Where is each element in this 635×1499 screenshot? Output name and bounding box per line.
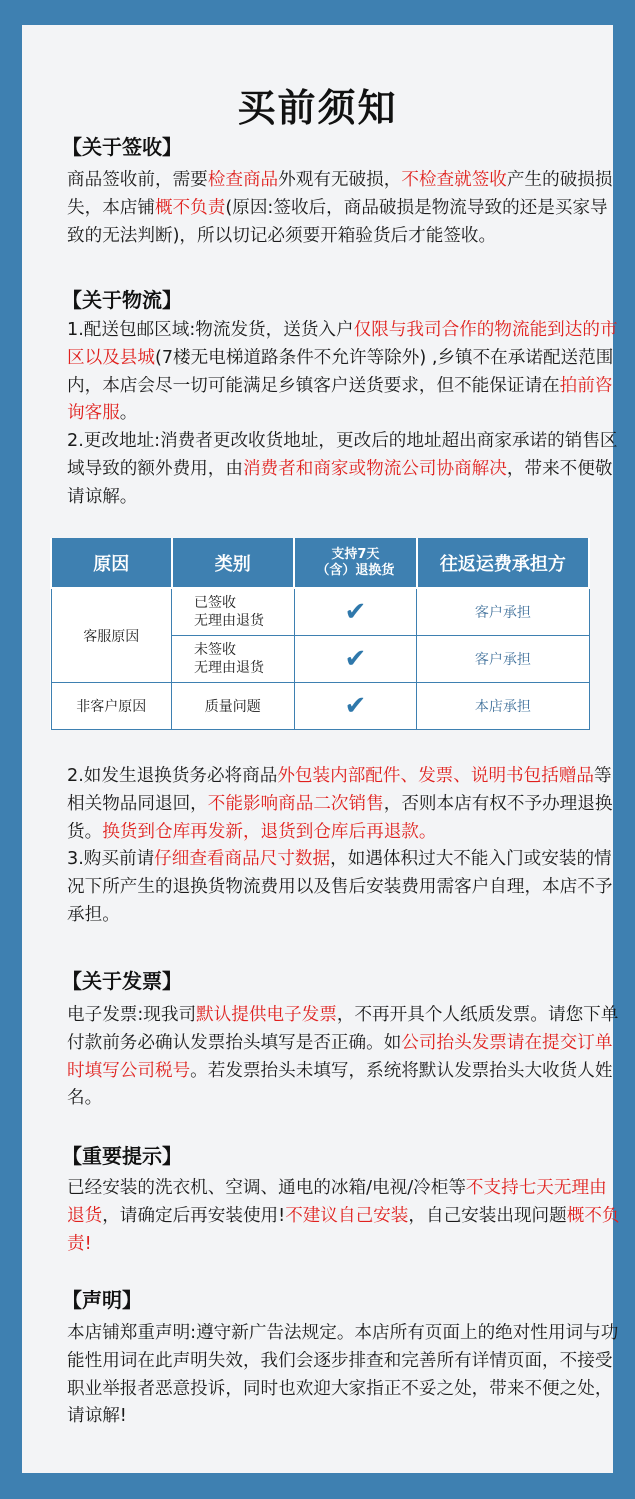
- reason-cell: 非客户原因: [51, 683, 172, 730]
- text-segment: 1.配送包邮区域:物流发货，送货入户: [67, 320, 354, 340]
- header-return-support-line2: （含）退换货: [316, 563, 395, 578]
- payer-cell: 本店承担: [417, 683, 589, 730]
- reason-cell: 客服原因: [51, 588, 172, 683]
- header-reason: 原因: [51, 539, 172, 589]
- check-icon: ✔: [294, 683, 417, 730]
- highlighted-text: 仔细查看商品尺寸数据: [154, 849, 331, 870]
- highlighted-text: 不支持七天无理由退货: [67, 1178, 607, 1226]
- text-segment: 等相关物品同退回，: [67, 766, 612, 814]
- highlighted-text: 拍前咨询客服: [67, 375, 613, 424]
- text-segment: ，如遇体积过大不能入门或安装的情况下所产生的退换货物流费用以及售后安装费用需客户自理，本店不予承担。: [67, 849, 613, 925]
- text-segment: (原因:签收后，商品破损是物流导致的还是买家导致的无法判断)，所以切记必须要开箱验货后才能签收。: [67, 197, 608, 246]
- paragraph: [67, 1002, 623, 1113]
- text-segment: 外观有无破损，: [278, 170, 402, 190]
- text-segment: 电子发票:现我司: [67, 1005, 197, 1025]
- section-heading-signing: 【关于签收】: [62, 135, 182, 159]
- section-heading-logistics: 【关于物流】: [62, 288, 182, 312]
- text-segment: ，否则本店有权不予办理退换货。: [67, 793, 613, 842]
- highlighted-text: 不能影响商品二次销售: [207, 793, 384, 814]
- text-segment: 2.如发生退换货务必将商品: [67, 766, 278, 786]
- logistics-text: [67, 317, 623, 512]
- text-segment: (7楼无电梯道路条件不允许等除外) ,乡镇不在承诺配送范围内，本店会尽一切可能满足乡镇客户送货要求，但不能保证请在: [67, 347, 614, 396]
- category-cell: 质量问题: [172, 683, 295, 730]
- paragraph: [67, 846, 623, 929]
- text-segment: 。若发票抬头未填写，系统将默认发票抬头大收货人姓名。: [67, 1060, 613, 1109]
- important-text: [67, 1175, 623, 1258]
- category-line: 无理由退货: [194, 660, 265, 676]
- text-segment: 2.更改地址:消费者更改收货地址，更改后的地址超出商家承诺的销售区域导致的额外费用，由: [67, 431, 618, 479]
- payer-cell: 客户承担: [417, 588, 589, 636]
- text-segment: 本店铺郑重声明:遵守新广告法规定。本店所有页面上的绝对性用词与功能性用词在此声明失效，我们会逐步排查和完善所有详情页面，不接受职业举报者恶意投诉，同时也欢迎大家指正不妥之处，带来不便之处，请谅解!: [67, 1323, 619, 1427]
- paragraph: [67, 763, 623, 846]
- table-row: [51, 588, 589, 636]
- signing-text: [67, 167, 623, 250]
- category-line: 未签收: [194, 642, 237, 658]
- text-segment: 。: [119, 403, 138, 424]
- text-segment: 已经安装的洗衣机、空调、通电的冰箱/电视/冷柜等: [67, 1178, 466, 1198]
- category-cell: [172, 588, 295, 636]
- header-category: 类别: [172, 539, 295, 589]
- highlighted-text: 检查商品: [207, 170, 279, 190]
- section-heading-important: 【重要提示】: [62, 1144, 182, 1168]
- header-return-support-line1: 支持7天: [331, 547, 380, 562]
- header-shipping-payer: 往返运费承担方: [417, 539, 589, 589]
- paragraph: [67, 1175, 623, 1258]
- category-cell: [172, 636, 295, 683]
- statement-text: [67, 1320, 623, 1431]
- check-icon: ✔: [294, 636, 417, 683]
- section-heading-invoice: 【关于发票】: [62, 969, 182, 993]
- text-segment: 商品签收前，需要: [67, 170, 208, 190]
- highlighted-text: 仅限与我司合作的物流能到达的市区以及县城: [67, 320, 618, 368]
- section-heading-statement: 【声明】: [62, 1288, 142, 1312]
- category-line: 已签收: [194, 595, 237, 611]
- category-line: 无理由退货: [194, 613, 265, 629]
- text-segment: ，请确定后再安装使用!: [102, 1205, 286, 1226]
- text-segment: ，不再开具个人纸质发票。请您下单付款前务必确认发票抬头填写是否正确。如: [67, 1005, 619, 1053]
- notice-panel: [22, 25, 620, 1473]
- text-segment: 3.购买前请: [67, 849, 155, 870]
- highlighted-text: 概不负责!: [67, 1205, 620, 1254]
- highlighted-text: 不建议自己安装: [285, 1205, 409, 1226]
- highlighted-text: 概不负责: [154, 197, 226, 218]
- paragraph: [67, 428, 623, 511]
- highlighted-text: 公司抬头发票请在提交订单时填写公司税号: [67, 1032, 613, 1081]
- header-return-support: [294, 539, 417, 589]
- check-icon: ✔: [294, 588, 417, 636]
- returns-text: [67, 763, 623, 930]
- page-title: 买前须知: [237, 86, 398, 130]
- table-header-row: [51, 539, 589, 589]
- paragraph: [67, 1320, 623, 1431]
- highlighted-text: 默认提供电子发票: [196, 1005, 337, 1025]
- highlighted-text: 外包装内部配件、发票、说明书包括赠品: [277, 766, 595, 786]
- text-segment: ，自己安装出现问题: [408, 1205, 567, 1226]
- paragraph: [67, 167, 623, 250]
- highlighted-text: 消费者和商家或物流公司协商解决: [242, 458, 507, 479]
- paragraph: [67, 317, 623, 428]
- return-policy-table: [50, 538, 590, 730]
- invoice-text: [67, 1002, 623, 1113]
- highlighted-text: 不检查就签收: [401, 170, 507, 190]
- table-row: [51, 683, 589, 730]
- highlighted-text: 换货到仓库再发新，退货到仓库后再退款。: [102, 821, 437, 842]
- text-segment: ，带来不便敬请谅解。: [67, 458, 613, 507]
- payer-cell: 客户承担: [417, 636, 589, 683]
- text-segment: 产生的破损损失，本店铺: [67, 170, 613, 218]
